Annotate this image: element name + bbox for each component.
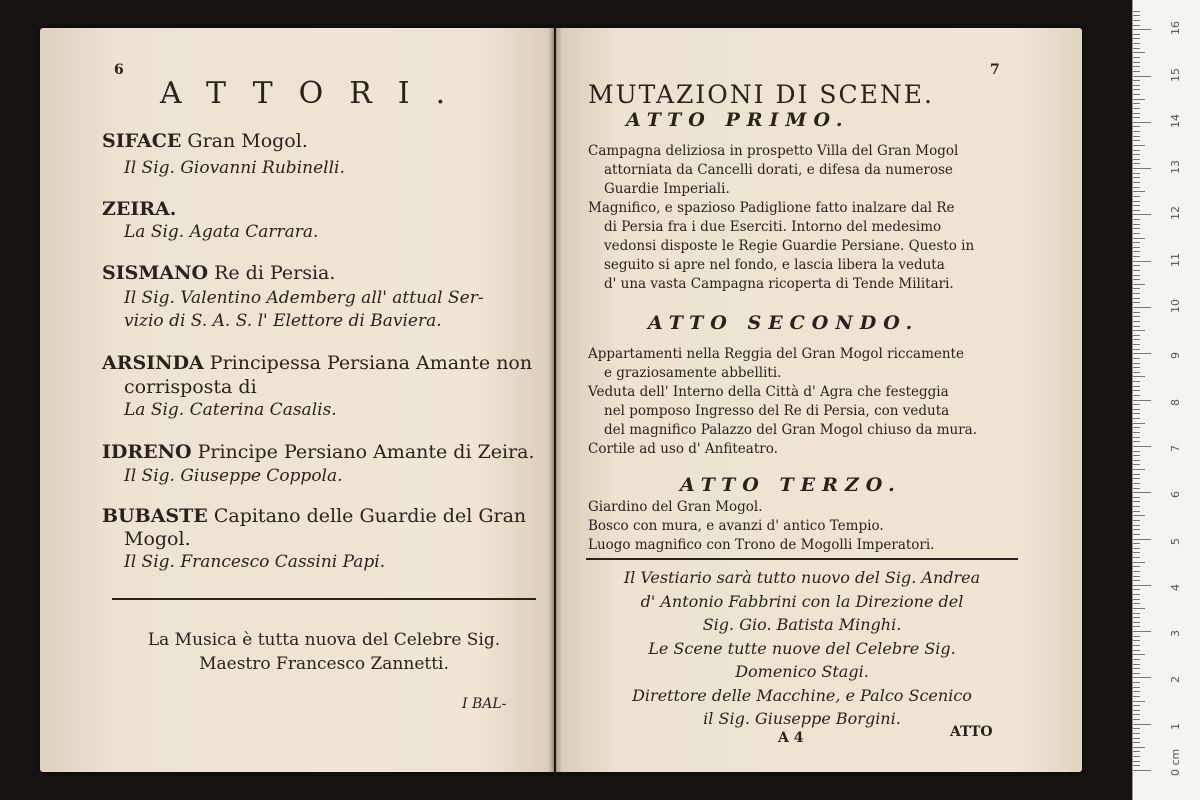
- ruler-tick: [1133, 599, 1140, 600]
- ruler-tick: [1133, 76, 1151, 77]
- ruler-tick: [1133, 353, 1151, 354]
- ruler-tick: [1133, 400, 1151, 401]
- ruler-tick: [1133, 724, 1151, 725]
- ruler-label: 15: [1169, 67, 1182, 82]
- ruler-tick: [1133, 293, 1140, 294]
- ruler-label: 6: [1169, 491, 1182, 499]
- ruler-tick: [1133, 738, 1140, 739]
- performer-line: vizio di S. A. S. l' Elettore di Baviera.: [124, 311, 442, 331]
- ruler-tick: [1133, 622, 1140, 623]
- ruler-tick: [1133, 326, 1140, 327]
- act-heading-1: ATTO PRIMO.: [626, 109, 850, 131]
- ruler-tick: [1133, 94, 1140, 95]
- ruler-tick: [1133, 687, 1140, 688]
- ruler-tick: [1133, 196, 1140, 197]
- ruler-tick: [1133, 682, 1140, 683]
- ruler-tick: [1133, 136, 1140, 137]
- ruler-tick: [1133, 228, 1140, 229]
- ruler-tick: [1133, 645, 1140, 646]
- cast-entry-5: [102, 441, 535, 463]
- ruler-tick: [1133, 307, 1151, 308]
- ruler-tick: [1133, 210, 1140, 211]
- ruler-tick: [1133, 219, 1140, 220]
- ruler-tick: [1133, 534, 1140, 535]
- ruler-tick: [1133, 15, 1140, 16]
- ruler-tick: [1133, 99, 1145, 100]
- scene-line: attorniata da Cancelli dorati, e difesa da numerose: [604, 162, 953, 178]
- role-description: Re di Persia.: [214, 262, 336, 284]
- book-gutter: [548, 28, 562, 772]
- ruler-tick: [1133, 52, 1145, 53]
- ruler-tick: [1133, 242, 1140, 243]
- act-heading-2: ATTO SECONDO.: [648, 312, 920, 334]
- scene-line: vedonsi disposte le Regie Guardie Persiane. Questo in: [604, 238, 975, 254]
- music-note-line-1: La Musica è tutta nuova del Celebre Sig.: [147, 630, 501, 650]
- role-description: Gran Mogol.: [187, 130, 308, 152]
- ruler-tick: [1133, 608, 1145, 609]
- ruler-tick: [1133, 367, 1140, 368]
- credit-line: Le Scene tutte nuove del Celebre Sig.: [648, 638, 956, 658]
- scene-line: Bosco con mura, e avanzi d' antico Tempio.: [588, 518, 884, 534]
- credit-line: Domenico Stagi.: [735, 662, 869, 681]
- scene-line: Luogo magnifico con Trono de Mogolli Imperatori.: [588, 537, 935, 553]
- ruler-label: 4: [1169, 583, 1182, 591]
- cast-entry-6: [102, 505, 526, 527]
- ruler-tick: [1133, 728, 1140, 729]
- scene-line: Veduta dell' Interno della Città d' Agra che festeggia: [588, 384, 949, 400]
- ruler-tick: [1133, 154, 1140, 155]
- ruler-tick: [1133, 409, 1140, 410]
- scene-line: nel pomposo Ingresso del Re di Persia, con veduta: [604, 403, 950, 419]
- ruler-tick: [1133, 270, 1140, 271]
- scene-line: del magnifico Palazzo del Gran Mogol chiuso da mura.: [604, 422, 977, 438]
- ruler-tick: [1133, 358, 1140, 359]
- ruler-tick: [1133, 770, 1151, 771]
- ruler-tick: [1133, 177, 1140, 178]
- credit-line: Sig. Gio. Batista Minghi.: [702, 615, 902, 634]
- scene-line: di Persia fra i due Eserciti. Intorno del medesimo: [604, 219, 942, 235]
- ruler-tick: [1133, 562, 1145, 563]
- ruler-tick: [1133, 321, 1140, 322]
- role-description: Capitano delle Guardie del Gran: [213, 505, 527, 527]
- ruler-tick: [1133, 548, 1140, 549]
- ruler-tick: [1133, 187, 1140, 188]
- ruler-tick: [1133, 451, 1140, 452]
- ruler-tick: [1133, 372, 1140, 373]
- ruler-tick: [1133, 43, 1140, 44]
- ruler-tick: [1133, 469, 1145, 470]
- credit-line: Il Vestiario sarà tutto nuovo del Sig. Andrea: [623, 568, 981, 587]
- performer-line: La Sig. Caterina Casalis.: [124, 400, 337, 420]
- ruler-tick: [1133, 145, 1145, 146]
- ruler-tick: [1133, 464, 1140, 465]
- right-page-number: 7: [990, 62, 1000, 78]
- ruler-tick: [1133, 747, 1145, 748]
- role-description: Principe Persiano Amante di Zeira.: [197, 441, 535, 463]
- ruler-tick: [1133, 576, 1140, 577]
- ruler-tick: [1133, 34, 1140, 35]
- ruler-tick: [1133, 182, 1140, 183]
- cast-entry-2: [102, 198, 176, 220]
- ruler-label: 11: [1169, 252, 1182, 267]
- ruler-tick: [1133, 126, 1140, 127]
- ruler-tick: [1133, 474, 1140, 475]
- ruler-label: 9: [1169, 352, 1182, 360]
- ruler-tick: [1133, 691, 1140, 692]
- ruler-label: 8: [1169, 398, 1182, 406]
- ruler-tick: [1133, 261, 1151, 262]
- ruler-tick: [1133, 432, 1140, 433]
- ruler-tick: [1133, 140, 1140, 141]
- ruler-tick: [1133, 233, 1140, 234]
- right-divider-rule: [586, 558, 1018, 560]
- ruler-label: 16: [1169, 21, 1182, 36]
- ruler-tick: [1133, 446, 1151, 447]
- ruler-tick: [1133, 483, 1140, 484]
- ruler-tick: [1133, 742, 1140, 743]
- ruler-tick: [1133, 173, 1140, 174]
- scene-line: Magnifico, e spazioso Padiglione fatto inalzare dal Re: [588, 200, 955, 216]
- ruler-tick: [1133, 339, 1140, 340]
- ruler-label: 12: [1169, 206, 1182, 221]
- ruler-tick: [1133, 302, 1140, 303]
- ruler-tick: [1133, 613, 1140, 614]
- ruler-tick: [1133, 312, 1140, 313]
- ruler-tick: [1133, 437, 1140, 438]
- ruler-label: 14: [1169, 113, 1182, 128]
- ruler-tick: [1133, 71, 1140, 72]
- measurement-ruler: [1132, 0, 1200, 800]
- ruler-tick: [1133, 122, 1151, 123]
- ruler-tick: [1133, 256, 1140, 257]
- ruler-tick: [1133, 108, 1140, 109]
- ruler-tick: [1133, 552, 1140, 553]
- ruler-tick: [1133, 131, 1140, 132]
- ruler-tick: [1133, 585, 1151, 586]
- performer-line: Il Sig. Giovanni Rubinelli.: [124, 158, 345, 178]
- ruler-tick: [1133, 765, 1140, 766]
- ruler-tick: [1133, 710, 1140, 711]
- ruler-tick: [1133, 423, 1145, 424]
- role-description-cont: corrisposta di: [124, 376, 257, 398]
- scene-line: seguito si apre nel fondo, e lascia libera la veduta: [604, 257, 945, 273]
- ruler-tick: [1133, 497, 1140, 498]
- ruler-tick: [1133, 163, 1140, 164]
- ruler-tick: [1133, 441, 1140, 442]
- ruler-tick: [1133, 492, 1151, 493]
- ruler-tick: [1133, 395, 1140, 396]
- ruler-tick: [1133, 478, 1140, 479]
- ruler-tick: [1133, 113, 1140, 114]
- ruler-tick: [1133, 279, 1140, 280]
- ruler-tick: [1133, 349, 1140, 350]
- ruler-tick: [1133, 640, 1140, 641]
- ruler-tick: [1133, 418, 1140, 419]
- ruler-label: 13: [1169, 160, 1182, 175]
- cast-entry-1: [102, 130, 308, 152]
- credits-block: [582, 566, 1022, 731]
- credit-line: Direttore delle Macchine, e Palco Scenico: [632, 685, 972, 705]
- ruler-tick: [1133, 275, 1140, 276]
- ruler-tick: [1133, 316, 1140, 317]
- right-catchword: ATTO: [950, 724, 993, 740]
- act-3-scenes: [588, 498, 1028, 555]
- left-divider-rule: [112, 598, 536, 600]
- ruler-tick: [1133, 363, 1140, 364]
- ruler-tick: [1133, 460, 1140, 461]
- role-name: BUBASTE: [102, 505, 208, 527]
- ruler-tick: [1133, 25, 1140, 26]
- scene-line: Campagna deliziosa in prospetto Villa del Gran Mogol: [588, 143, 959, 159]
- cast-entry-4: [102, 352, 532, 374]
- ruler-tick: [1133, 631, 1151, 632]
- ruler-tick: [1133, 29, 1151, 30]
- ruler-tick: [1133, 62, 1140, 63]
- ruler-tick: [1133, 636, 1140, 637]
- ruler-tick: [1133, 539, 1151, 540]
- act-heading-3: ATTO TERZO.: [680, 474, 902, 496]
- ruler-tick: [1133, 673, 1140, 674]
- ruler-tick: [1133, 677, 1151, 678]
- credit-line: d' Antonio Fabbrini con la Direzione del: [640, 591, 964, 611]
- signature-mark: A 4: [778, 730, 804, 746]
- role-name: IDRENO: [102, 441, 192, 463]
- ruler-tick: [1133, 571, 1140, 572]
- ruler-tick: [1133, 529, 1140, 530]
- ruler-tick: [1133, 594, 1140, 595]
- ruler-tick: [1133, 284, 1145, 285]
- ruler-tick: [1133, 11, 1140, 12]
- ruler-label: 3: [1169, 630, 1182, 638]
- act-1-scenes: [588, 142, 1028, 294]
- ruler-tick: [1133, 80, 1140, 81]
- ruler-tick: [1133, 288, 1140, 289]
- ruler-tick: [1133, 714, 1140, 715]
- ruler-tick: [1133, 501, 1140, 502]
- ruler-tick: [1133, 48, 1140, 49]
- ruler-tick: [1133, 386, 1140, 387]
- ruler-tick: [1133, 103, 1140, 104]
- ruler-label: 2: [1169, 676, 1182, 684]
- ruler-tick: [1133, 511, 1140, 512]
- ruler-tick: [1133, 455, 1140, 456]
- ruler-tick: [1133, 761, 1140, 762]
- ruler-tick: [1133, 381, 1140, 382]
- scene-line: Guardie Imperiali.: [604, 181, 730, 197]
- ruler-tick: [1133, 214, 1151, 215]
- ruler-tick: [1133, 330, 1145, 331]
- ruler-tick: [1133, 525, 1140, 526]
- ruler-tick: [1133, 224, 1140, 225]
- ruler-tick: [1133, 335, 1140, 336]
- ruler-tick: [1133, 515, 1145, 516]
- ruler-tick: [1133, 85, 1140, 86]
- performer-line: Il Sig. Giuseppe Coppola.: [124, 466, 343, 486]
- ruler-tick: [1133, 66, 1140, 67]
- ruler-tick: [1133, 650, 1140, 651]
- ruler-tick: [1133, 566, 1140, 567]
- ruler-tick: [1133, 265, 1140, 266]
- ruler-tick: [1133, 159, 1140, 160]
- ruler-tick: [1133, 413, 1140, 414]
- ruler-tick: [1133, 756, 1140, 757]
- ruler-tick: [1133, 626, 1140, 627]
- ruler-tick: [1133, 117, 1140, 118]
- ruler-tick: [1133, 344, 1140, 345]
- ruler-tick: [1133, 404, 1140, 405]
- right-page-title: MUTAZIONI DI SCENE.: [588, 80, 934, 109]
- ruler-tick: [1133, 506, 1140, 507]
- ruler-tick: [1133, 589, 1140, 590]
- ruler-label: 7: [1169, 444, 1182, 452]
- ruler-tick: [1133, 696, 1140, 697]
- ruler-tick: [1133, 247, 1140, 248]
- scene-line: e graziosamente abbelliti.: [604, 365, 782, 381]
- left-page-title: ATTORI.: [160, 76, 472, 111]
- ruler-tick: [1133, 238, 1145, 239]
- ruler-tick: [1133, 617, 1140, 618]
- ruler-tick: [1133, 191, 1145, 192]
- ruler-tick: [1133, 168, 1151, 169]
- ruler-tick: [1133, 390, 1140, 391]
- ruler-label: 10: [1169, 299, 1182, 313]
- left-catchword: I BAL-: [462, 696, 507, 712]
- scene-line: d' una vasta Campagna ricoperta di Tende Militari.: [604, 276, 954, 292]
- role-name: SIFACE: [102, 130, 182, 152]
- ruler-tick: [1133, 150, 1140, 151]
- credit-line: il Sig. Giuseppe Borgini.: [703, 709, 901, 728]
- ruler-tick: [1133, 733, 1140, 734]
- scene-line: Cortile ad uso d' Anfiteatro.: [588, 441, 778, 457]
- role-name: ARSINDA: [102, 352, 204, 374]
- role-description-cont: Mogol.: [124, 528, 191, 550]
- ruler-tick: [1133, 668, 1140, 669]
- ruler-tick: [1133, 376, 1145, 377]
- role-name: SISMANO: [102, 262, 209, 284]
- ruler-tick: [1133, 488, 1140, 489]
- ruler-tick: [1133, 89, 1140, 90]
- scene-line: Giardino del Gran Mogol.: [588, 499, 763, 515]
- scene-line: Appartamenti nella Reggia del Gran Mogol riccamente: [588, 346, 964, 362]
- ruler-label: 1: [1169, 722, 1182, 730]
- ruler-tick: [1133, 751, 1140, 752]
- ruler-tick: [1133, 580, 1140, 581]
- ruler-tick: [1133, 520, 1140, 521]
- ruler-tick: [1133, 38, 1140, 39]
- ruler-tick: [1133, 298, 1140, 299]
- ruler-tick: [1133, 701, 1145, 702]
- ruler-tick: [1133, 543, 1140, 544]
- performer-line: La Sig. Agata Carrara.: [124, 222, 319, 242]
- role-description: Principessa Persiana Amante non: [209, 352, 533, 374]
- ruler-tick: [1133, 57, 1140, 58]
- ruler-tick: [1133, 659, 1140, 660]
- ruler-tick: [1133, 654, 1145, 655]
- ruler-tick: [1133, 205, 1140, 206]
- performer-line: Il Sig. Valentino Ademberg all' attual Ser-: [124, 288, 484, 308]
- ruler-tick: [1133, 719, 1140, 720]
- act-2-scenes: [588, 345, 1028, 459]
- music-note-line-2: Maestro Francesco Zannetti.: [199, 654, 449, 674]
- ruler-label: 5: [1169, 537, 1182, 545]
- cast-entry-3: [102, 262, 335, 284]
- ruler-tick: [1133, 251, 1140, 252]
- ruler-tick: [1133, 705, 1140, 706]
- ruler-tick: [1133, 603, 1140, 604]
- ruler-tick: [1133, 664, 1140, 665]
- performer-line: Il Sig. Francesco Cassini Papi.: [124, 552, 386, 572]
- role-name: ZEIRA.: [102, 198, 177, 220]
- ruler-tick: [1133, 20, 1140, 21]
- ruler-tick: [1133, 201, 1140, 202]
- ruler-label: 0 cm: [1169, 748, 1182, 776]
- left-page-number: 6: [114, 62, 124, 78]
- ruler-tick: [1133, 557, 1140, 558]
- ruler-tick: [1133, 427, 1140, 428]
